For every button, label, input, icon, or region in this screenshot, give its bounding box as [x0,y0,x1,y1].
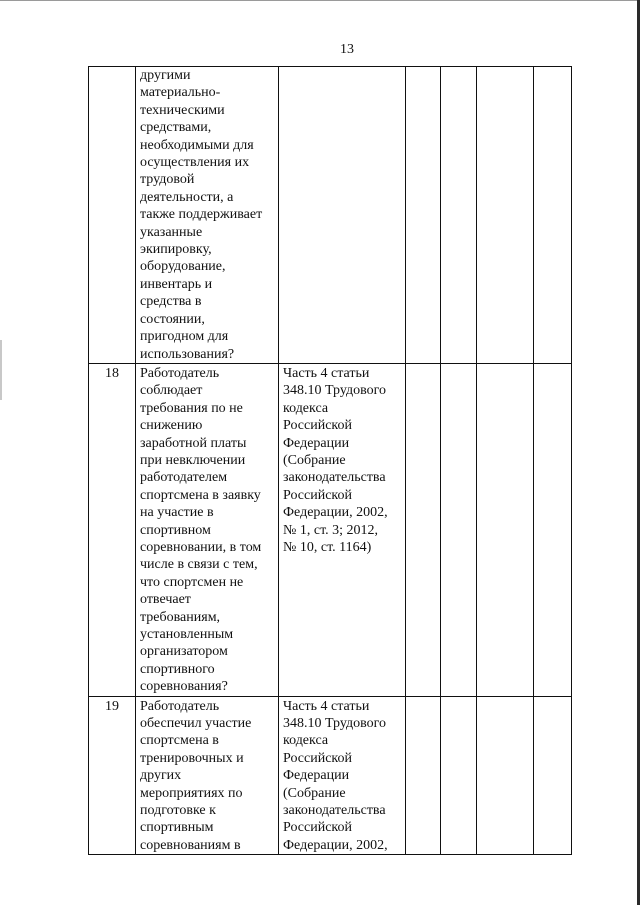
requirement-line: требованиям, [140,609,221,625]
requirement-line: спортсмена в заявку [140,487,261,503]
requirement-line: отвечает [140,592,191,608]
requirement-line: пригодном для [140,329,229,345]
page-top-edge [0,0,640,1]
legal-reference-line: Федерации, 2002, [283,505,388,521]
legal-reference-line: № 1, ст. 3; 2012, [283,522,379,538]
requirement-line: материально- [140,85,221,101]
requirement-line: трудовой [140,172,195,188]
checklist-table [88,66,572,855]
answer-no-cell [441,67,477,364]
legal-reference-line: законодательства [283,803,386,819]
legal-reference-line: законодательства [283,470,386,486]
requirement-line: соревнованиям в [140,837,241,853]
note-cell [534,696,572,855]
requirement-line: спортсмена в [140,733,219,749]
not-applicable-cell [477,696,534,855]
legal-reference-cell [279,67,406,364]
requirement-line: соревнования? [140,679,228,695]
legal-reference-line: Федерации [283,768,350,784]
requirement-line: заработной платы [140,435,247,451]
requirement-line: что спортсмен не [140,574,244,590]
requirement-line: требования по не [140,400,243,416]
requirement-line: других [140,768,182,784]
requirement-line: соблюдает [140,383,203,399]
row-number-cell: 19 [89,696,136,855]
requirement-line: деятельности, а [140,189,234,205]
requirement-line: осуществления их [140,155,250,171]
legal-reference-line: Часть 4 статьи [283,698,370,714]
requirement-line: использования? [140,346,235,362]
requirement-line: средствами, [140,120,212,136]
requirement-line: необходимыми для [140,137,254,153]
requirement-line: инвентарь и [140,276,213,292]
legal-reference-line: Российской [283,487,352,503]
requirement-cell [136,696,279,855]
legal-reference-line: Российской [283,820,352,836]
legal-reference-line: 348.10 Трудового [283,716,386,732]
answer-no-cell [441,696,477,855]
legal-reference-line: (Собрание [283,452,346,468]
requirement-line: на участие в [140,505,214,521]
legal-reference-line: Федерации [283,435,350,451]
requirement-line: оборудование, [140,259,226,275]
not-applicable-cell [477,67,534,364]
requirement-line: подготовке к [140,803,216,819]
requirement-line: техническими [140,102,225,118]
requirement-line: состоянии, [140,311,205,327]
requirement-line: средства в [140,294,202,310]
requirement-line: спортивном [140,522,211,538]
legal-reference-cell [279,696,406,855]
legal-reference-line: Российской [283,418,352,434]
table-row [89,696,572,855]
requirement-line: другими [140,68,191,83]
requirement-cell [136,363,279,696]
row-number-cell [89,67,136,364]
note-cell [534,363,572,696]
answer-yes-cell [406,67,441,364]
table-row [89,67,572,364]
requirement-line: также поддерживает [140,207,263,223]
requirement-line: указанные [140,224,203,240]
page-number: 13 [340,42,354,57]
legal-reference-line: кодекса [283,733,329,749]
legal-reference-line: кодекса [283,400,329,416]
answer-yes-cell [406,696,441,855]
answer-no-cell [441,363,477,696]
requirement-line: обеспечил участие [140,716,252,732]
requirement-line: числе в связи с тем, [140,557,258,573]
requirement-line: снижению [140,418,203,434]
legal-reference-line: Часть 4 статьи [283,365,370,381]
requirement-line: работодателем [140,470,228,486]
answer-yes-cell [406,363,441,696]
legal-reference-line: (Собрание [283,785,346,801]
requirement-line: при невключении [140,452,246,468]
requirement-line: организатором [140,644,228,660]
requirement-line: спортивного [140,661,215,677]
requirement-line: мероприятиях по [140,785,243,801]
scan-artifact [0,340,2,400]
legal-reference-cell [279,363,406,696]
requirement-cell [136,67,279,364]
requirement-line: соревновании, в том [140,539,262,555]
requirement-line: тренировочных и [140,750,244,766]
requirement-line: Работодатель [140,698,220,714]
requirement-line: спортивным [140,820,214,836]
legal-reference-line: Российской [283,750,352,766]
row-number-cell: 18 [89,363,136,696]
requirement-line: Работодатель [140,365,220,381]
not-applicable-cell [477,363,534,696]
table-row [89,363,572,696]
requirement-line: установленным [140,627,234,642]
requirement-line: экипировку, [140,242,212,258]
legal-reference-line: № 10, ст. 1164) [283,539,372,555]
legal-reference-line: Федерации, 2002, [283,837,388,853]
note-cell [534,67,572,364]
legal-reference-line: 348.10 Трудового [283,383,386,399]
